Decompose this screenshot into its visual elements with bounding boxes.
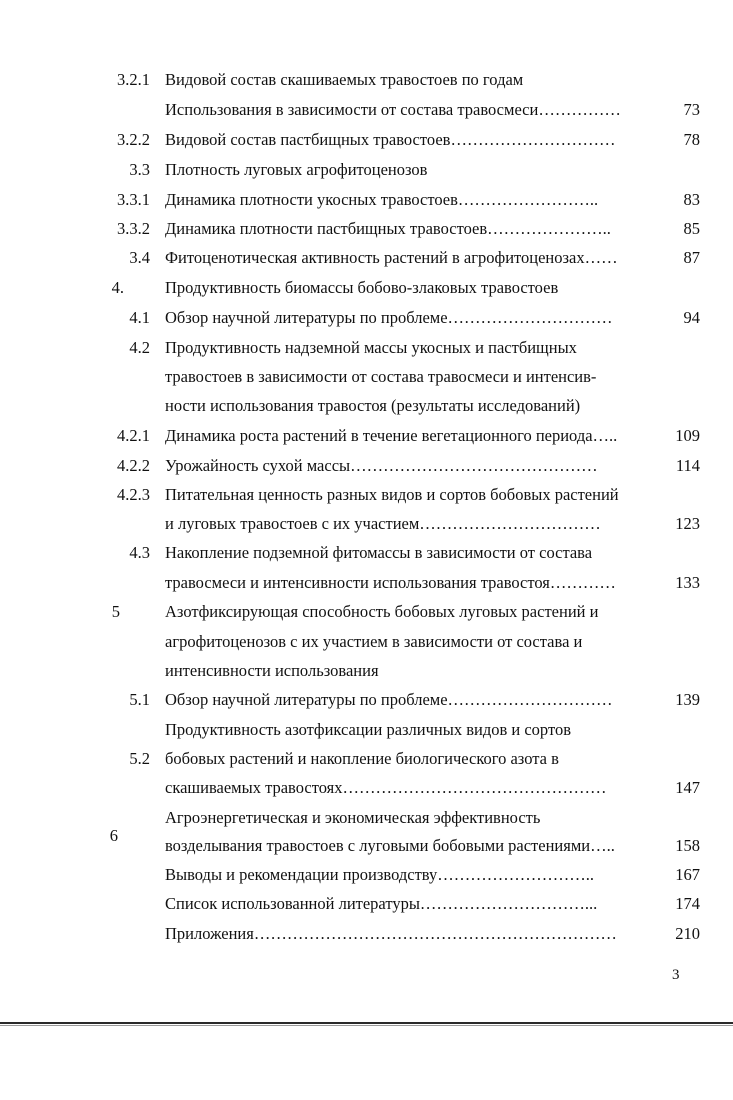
- toc-title: интенсивности использования: [165, 661, 379, 680]
- toc-number: 4.1: [129, 308, 150, 327]
- toc-row: [0, 364, 700, 390]
- toc-page: 85: [683, 219, 700, 238]
- toc-title: Динамика плотности укосных травостоев……………………..: [165, 190, 599, 209]
- toc-title: Агроэнергетическая и экономическая эффективность: [165, 808, 541, 827]
- toc-title: Использования в зависимости от состава травосмеси……………: [165, 100, 621, 119]
- toc-title: бобовых растений и накопление биологического азота в: [165, 749, 559, 768]
- toc-number: 6: [109, 826, 118, 845]
- toc-row: [0, 245, 700, 271]
- toc-title: Обзор научной литературы по проблеме…………………………: [165, 690, 613, 709]
- toc-row: [0, 511, 700, 537]
- toc-page: 109: [675, 426, 700, 445]
- toc-row: [0, 393, 700, 419]
- toc-page: 87: [683, 248, 700, 267]
- toc-row: [0, 482, 700, 508]
- toc-number: 3.3.2: [117, 219, 150, 238]
- toc-number: 4.2.2: [117, 456, 150, 475]
- toc-title: Фитоценотическая активность растений в агрофитоценозах……: [165, 248, 618, 267]
- toc-row: [0, 216, 700, 242]
- toc-page: 94: [683, 308, 700, 327]
- toc-row: [0, 97, 700, 123]
- toc-row: [0, 157, 700, 183]
- toc-row: [0, 775, 700, 801]
- toc-number: 5: [111, 602, 120, 621]
- toc-page: 123: [675, 514, 700, 533]
- toc-row: [0, 187, 700, 213]
- toc-row: [0, 629, 700, 655]
- toc-row: [0, 335, 700, 361]
- toc-row: [0, 67, 700, 93]
- toc-title: агрофитоценозов с их участием в зависимости от состава и: [165, 632, 583, 651]
- toc-number: 4.2: [129, 338, 150, 357]
- toc-title: Накопление подземной фитомассы в зависимости от состава: [165, 543, 593, 562]
- toc-title: Плотность луговых агрофитоценозов: [165, 160, 428, 179]
- toc-title: Выводы и рекомендации производству………………………..: [165, 865, 595, 884]
- page-bottom-rule-shadow: [0, 1025, 733, 1026]
- toc-title: ности использования травостоя (результаты исследований): [165, 396, 581, 415]
- toc-page: 139: [675, 690, 700, 709]
- toc-number: 3.3.1: [117, 190, 150, 209]
- toc-number: 3.2.2: [117, 130, 150, 149]
- toc-row: [0, 717, 700, 743]
- toc-page: 174: [675, 894, 700, 913]
- toc-title: Продуктивность азотфиксации различных видов и сортов: [165, 720, 571, 739]
- toc-number: 3.3: [129, 160, 150, 179]
- toc-page: 210: [675, 924, 700, 943]
- toc-number: 4.2.3: [117, 485, 150, 504]
- toc-row: [0, 423, 700, 449]
- toc-number: 3.2.1: [117, 70, 150, 89]
- toc-row: [0, 305, 700, 331]
- toc-row: [0, 891, 700, 917]
- toc-title: Динамика роста растений в течение вегетационного периода…..: [165, 426, 618, 445]
- toc-page: 133: [675, 573, 700, 592]
- toc-row: [0, 453, 700, 479]
- toc-title: Приложения…………………………………………………………: [165, 924, 617, 943]
- toc-row: [0, 862, 700, 888]
- toc-number: 5.2: [129, 749, 150, 768]
- toc-page: 158: [675, 836, 700, 855]
- toc-title: Динамика плотности пастбищных травостоев…………………..: [165, 219, 611, 238]
- toc-row: [0, 275, 700, 301]
- toc-row: [0, 921, 700, 947]
- toc-number: 5.1: [129, 690, 150, 709]
- toc-title: и луговых травостоев с их участием……………………………: [165, 514, 601, 533]
- toc-title: возделывания травостоев с луговыми бобовыми растениями…..: [165, 836, 615, 855]
- toc-title: Азотфиксирующая способность бобовых луговых растений и: [165, 602, 599, 621]
- toc-row: [0, 127, 700, 153]
- toc-number: 3.4: [129, 248, 150, 267]
- toc-page: 83: [683, 190, 700, 209]
- page-bottom-rule: [0, 1022, 733, 1024]
- toc-title: скашиваемых травостоях…………………………………………: [165, 778, 607, 797]
- toc-page: 167: [675, 865, 700, 884]
- toc-page: 73: [683, 100, 700, 119]
- toc-row: [0, 687, 700, 713]
- toc-title: Видовой состав скашиваемых травостоев по годам: [165, 70, 524, 89]
- toc-number: 4.2.1: [117, 426, 150, 445]
- toc-title: Обзор научной литературы по проблеме…………………………: [165, 308, 613, 327]
- toc-title: травостоев в зависимости от состава травосмеси и интенсив-: [165, 367, 597, 386]
- toc-page: 78: [683, 130, 700, 149]
- page-number: 3: [672, 967, 680, 983]
- toc-title: Продуктивность надземной массы укосных и пастбищных: [165, 338, 577, 357]
- toc-title: Продуктивность биомассы бобово-злаковых травостоев: [165, 278, 559, 297]
- toc-title: Список использованной литературы…………………………...: [165, 894, 598, 913]
- toc-row: [0, 540, 700, 566]
- toc-row: [0, 570, 700, 596]
- toc-row: [0, 826, 700, 859]
- toc-title: Видовой состав пастбищных травостоев…………………………: [165, 130, 616, 149]
- toc-row: [0, 746, 700, 772]
- toc-page: 114: [675, 456, 700, 475]
- toc-title: Питательная ценность разных видов и сортов бобовых растений: [165, 485, 619, 504]
- toc-title: Урожайность сухой массы………………………………………: [165, 456, 598, 475]
- toc-page: 147: [675, 778, 700, 797]
- toc-number: 4.: [111, 278, 124, 297]
- toc-row: [0, 599, 700, 625]
- toc-title: травосмеси и интенсивности использования травостоя…………: [165, 573, 616, 592]
- toc-row: [0, 658, 700, 684]
- toc-number: 4.3: [129, 543, 150, 562]
